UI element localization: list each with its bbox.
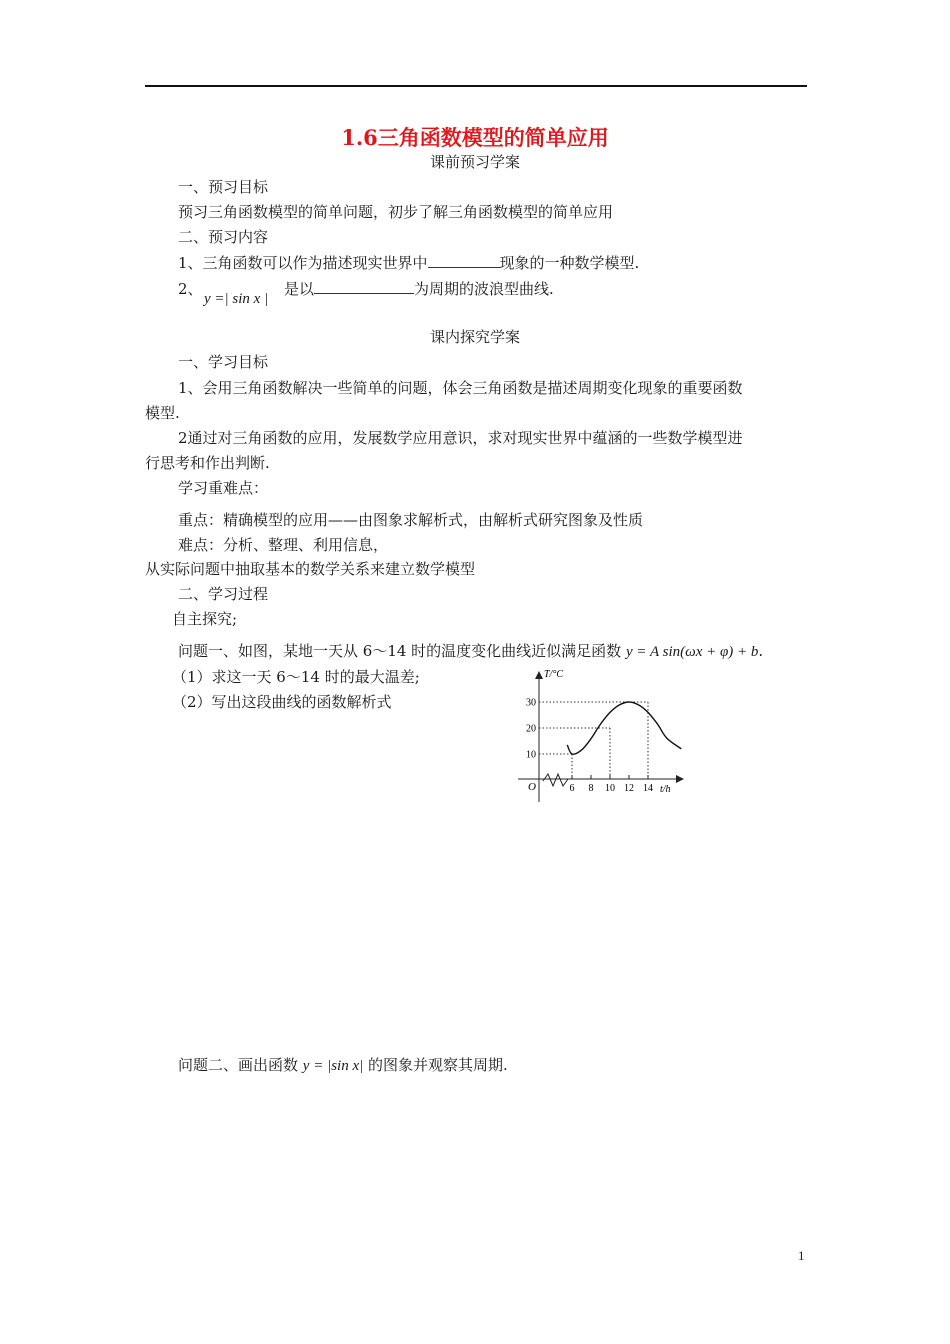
section-heading-pre: 课前预习学案: [429, 153, 520, 171]
goal-1-line-1: 1、会用三角函数解决一些简单的问题，体会三角函数是描述周期变化现象的重要函数: [178, 379, 743, 397]
learn-goal-heading: 一、学习目标: [178, 353, 269, 371]
item-2-line: [284, 279, 554, 299]
question-1: [178, 641, 763, 662]
question-2-text-a: 问题二、画出函数: [178, 1056, 299, 1074]
temperature-curve: [567, 702, 681, 754]
goal-2-line-2: 行思考和作出判断.: [145, 454, 270, 472]
question-1-end: .: [758, 642, 764, 660]
question-2-formula: y = |sin x|: [302, 1058, 364, 1074]
item-1-text-b: 现象的一种数学模型.: [499, 254, 640, 272]
x-tick-label: 12: [624, 783, 634, 794]
item-2-number: 2、: [178, 280, 203, 298]
y-tick-label: 30: [526, 697, 536, 709]
y-tick-label: 10: [526, 749, 536, 761]
header-rule: [145, 85, 807, 87]
temperature-chart: [508, 660, 700, 810]
y-tick-label: 20: [526, 723, 536, 735]
difficult-point: 难点：分析、整理、利用信息，: [178, 536, 389, 554]
question-1-part-2: （2）写出这段曲线的函数解析式: [172, 693, 392, 711]
answer-blank-2[interactable]: [314, 279, 414, 294]
origin-label: O: [528, 781, 536, 793]
x-tick-label: 10: [605, 783, 615, 794]
section-heading-in: 课内探究学案: [429, 328, 520, 346]
item-1: [178, 253, 639, 273]
question-1-text: 问题一、如图，某地一天从 6～14 时的温度变化曲线近似满足函数: [178, 642, 622, 660]
x-tick-label: 8: [588, 783, 594, 794]
answer-blank-1[interactable]: [428, 253, 500, 268]
goal-2-line-1: 2通过对三角函数的应用，发展数学应用意识，求对现实世界中蕴涵的一些数学模型进: [178, 429, 743, 447]
question-2: [178, 1055, 508, 1076]
item-2-text-b: 是以: [284, 280, 315, 298]
self-study-heading: 自主探究;: [172, 610, 238, 628]
x-tick-label: 14: [643, 783, 653, 794]
pre-goal-text: 预习三角函数模型的简单问题，初步了解三角函数模型的简单应用: [178, 203, 614, 221]
item-1-text-a: 1、三角函数可以作为描述现实世界中: [178, 254, 428, 272]
item-2-formula: y =| sin x |: [204, 291, 269, 307]
y-axis-label: T/°C: [544, 669, 564, 680]
goal-1-line-2: 模型.: [145, 404, 180, 422]
x-tick-label: 6: [569, 783, 575, 794]
question-1-part-1: （1）求这一天 6～14 时的最大温差;: [172, 668, 420, 686]
item-2-text-c: 为周期的波浪型曲线.: [414, 280, 554, 298]
key-heading: 学习重难点：: [178, 479, 269, 497]
process-heading: 二、学习过程: [178, 585, 269, 603]
page-title: 1.6三角函数模型的简单应用: [341, 125, 609, 150]
difficult-point-2: 从实际问题中抽取基本的数学关系来建立数学模型: [145, 560, 476, 578]
question-2-text-b: 的图象并观察其周期.: [368, 1056, 508, 1074]
key-point: 重点：精确模型的应用——由图象求解析式，由解析式研究图象及性质: [178, 511, 644, 529]
axis-break-mark: [543, 774, 568, 786]
x-axis-label: t/h: [660, 784, 671, 795]
page-number: 1: [798, 1248, 805, 1263]
pre-content-heading: 二、预习内容: [178, 228, 269, 246]
question-1-formula: y = A sin(ωx + φ) + b: [625, 644, 759, 660]
pre-goal-heading: 一、预习目标: [178, 178, 269, 196]
